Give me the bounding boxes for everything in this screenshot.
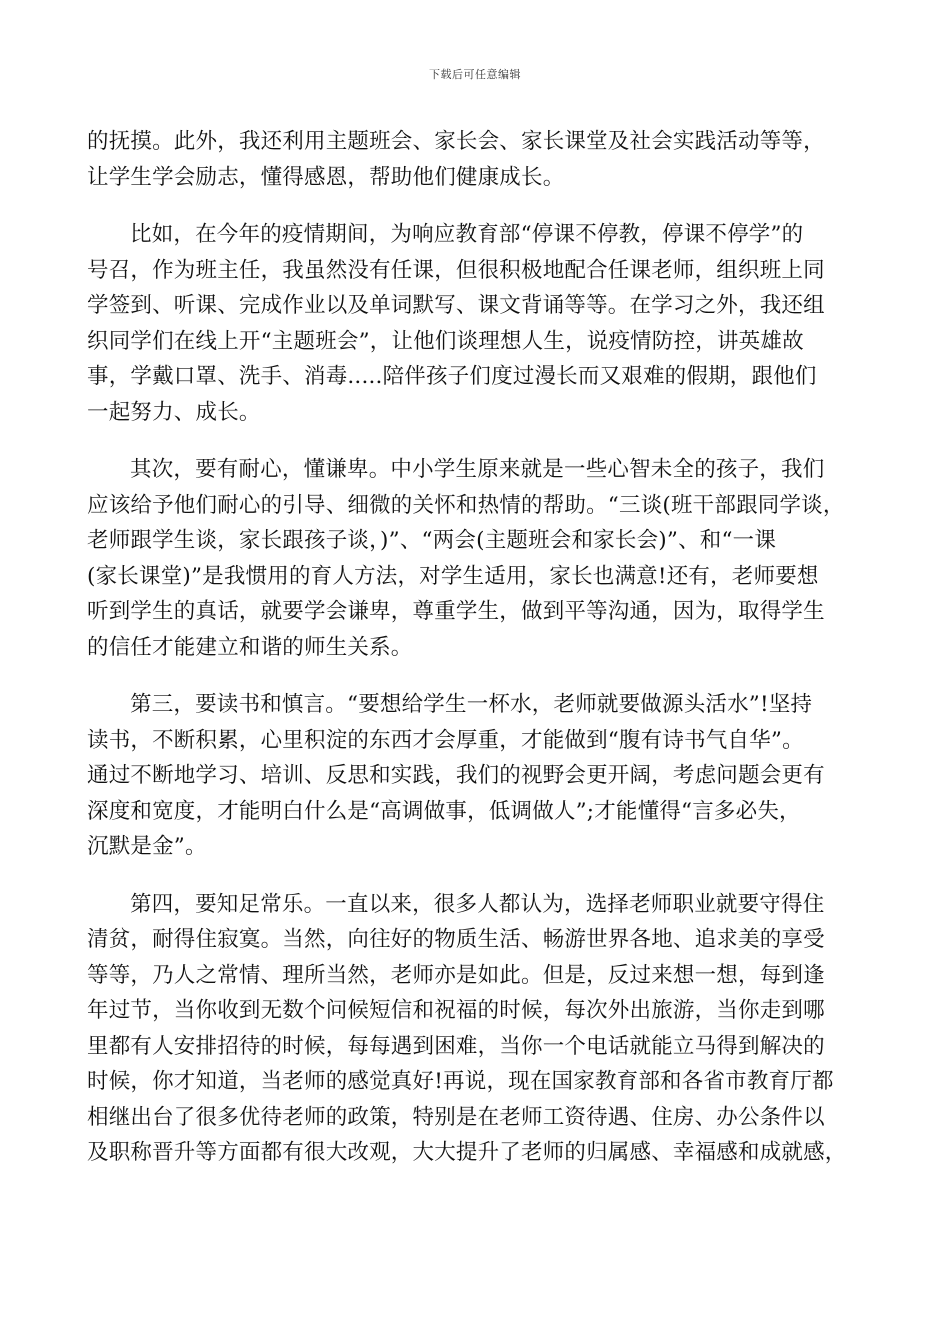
paragraph-2: [87, 217, 877, 430]
text-line: 的抚摸。此外，我还利用主题班会、家长会、家长课堂及社会实践活动等等，: [87, 129, 825, 154]
text-line: 比如，在今年的疫情期间，为响应教育部“停课不停教，停课不停学”的: [130, 222, 804, 247]
text-line: 时候，你才知道，当老师的感觉真好!再说，现在国家教育部和各省市教育厅都: [87, 1069, 834, 1094]
text-line: 通过不断地学习、培训、反思和实践，我们的视野会更开阔，考虑问题会更有: [87, 763, 825, 788]
text-line: (家长课堂)”是我惯用的育人方法，对学生适用，家长也满意!还有，老师要想: [87, 563, 819, 589]
paragraph-4: [87, 687, 877, 865]
text-line: 其次，要有耐心，懂谦卑。中小学生原来就是一些心智未全的孩子，我们: [130, 457, 825, 482]
text-line: 里都有人安排招待的时候，每每遇到困难，当你一个电话就能立马得到解决的: [87, 1033, 825, 1059]
text-line: 应该给予他们耐心的引导、细微的关怀和热情的帮助。“三谈(班干部跟同学谈，: [87, 492, 845, 518]
text-line: 织同学们在线上开“主题班会”，让他们谈理想人生，说疫情防控，讲英雄故: [87, 328, 804, 354]
text-line: 第四，要知足常乐。一直以来，很多人都认为，选择老师职业就要守得住: [130, 891, 825, 917]
text-line: 让学生学会励志，懂得感恩，帮助他们健康成长。: [87, 164, 565, 190]
document-body: [87, 124, 877, 1171]
text-line: 沉默是金”。: [87, 834, 207, 859]
text-line: 年过节，当你收到无数个问候短信和祝福的时候，每次外出旅游，当你走到哪: [87, 998, 825, 1023]
paragraph-1: [87, 124, 877, 195]
text-line: 学签到、听课、完成作业以及单词默写、课文背诵等等。在学习之外，我还组: [87, 293, 825, 318]
text-line: 清贫，耐得住寂寞。当然，向往好的物质生活、畅游世界各地、追求美的享受: [87, 927, 825, 952]
paragraph-5: [87, 887, 877, 1171]
text-line: 的信任才能建立和谐的师生关系。: [87, 634, 413, 660]
text-line: 事，学戴口罩、洗手、消毒.....陪伴孩子们度过漫长而又艰难的假期，跟他们: [87, 364, 817, 389]
text-line: 深度和宽度，才能明白什么是“高调做事，低调做人”;才能懂得“言多必失，: [87, 798, 801, 824]
paragraph-3: [87, 452, 877, 665]
text-line: 相继出台了很多优待老师的政策，特别是在老师工资待遇、住房、办公条件以: [87, 1104, 825, 1130]
text-line: 号召，作为班主任，我虽然没有任课，但很积极地配合任课老师，组织班上同: [87, 257, 825, 283]
text-line: 老师跟学生谈，家长跟孩子谈，)”、“两会(主题班会和家长会)”、和“一课: [87, 528, 777, 553]
text-line: 一起努力、成长。: [87, 399, 261, 425]
page-header: 下载后可任意编辑: [429, 68, 521, 81]
text-line: 等等，乃人之常情、理所当然，老师亦是如此。但是，反过来想一想，每到逢: [87, 962, 825, 988]
text-line: 读书，不断积累，心里积淀的东西才会厚重，才能做到“腹有诗书气自华”。: [87, 727, 804, 753]
text-line: 第三，要读书和慎言。“要想给学生一杯水，老师就要做源头活水”!坚持: [130, 692, 813, 717]
text-line: 及职称晋升等方面都有很大改观，大大提升了老师的归属感、幸福感和成就感，: [87, 1140, 847, 1165]
text-line: 听到学生的真话，就要学会谦卑，尊重学生，做到平等沟通，因为，取得学生: [87, 599, 825, 624]
